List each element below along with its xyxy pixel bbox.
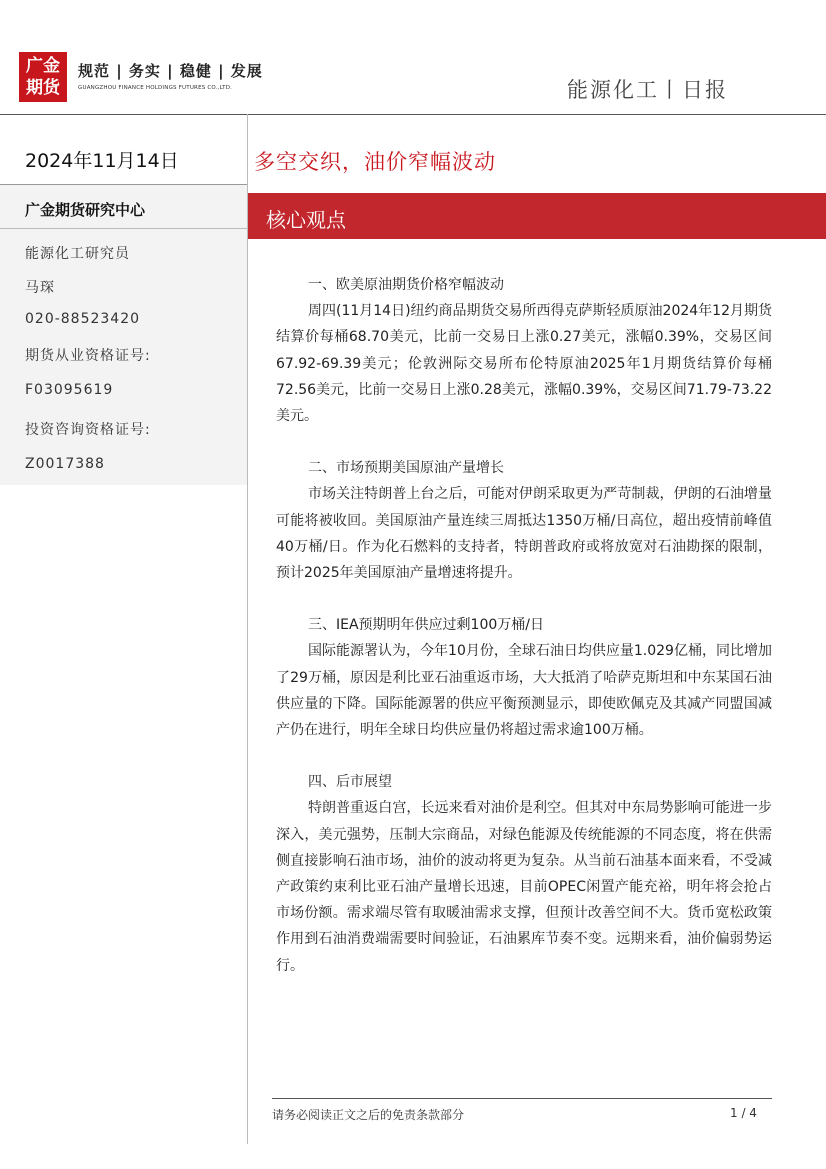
section-paragraph: 周四(11月14日)纽约商品期货交易所西得克萨斯轻质原油2024年12月期货结算价每桶68.70美元，比前一交易日上涨0.27美元，涨幅0.39%，交易区间67.92-69.39美元；伦敦洲际交易所布伦特原油2025年1月期货结算价每桶72.56美元，比前一交易日上涨0.28美元，涨幅0.39%，交易区间71.79-73.22美元。 (276, 303, 772, 425)
footer-divider (272, 1098, 772, 1099)
company-slogan: 规范 | 务实 | 稳健 | 发展 (78, 62, 263, 80)
header-divider (0, 114, 826, 115)
report-title: 多空交织，油价窄幅波动 (254, 150, 496, 174)
section-heading: 二、市场预期美国原油产量增长 (308, 460, 504, 477)
section-paragraph: 市场关注特朗普上台之后，可能对伊朗采取更为严苛制裁，伊朗的石油增量可能将被收回。美国原油产量连续三周抵达1350万桶/日高位，超出疫情前峰值40万桶/日。作为化石燃料的支持者，特朗普政府或将放宽对石油勘探的限制，预计2025年美国原油产量增速将提升。 (276, 486, 772, 582)
research-center: 广金期货研究中心 (25, 201, 146, 219)
core-view-label: 核心观点 (266, 208, 346, 232)
logo-text-line1: 广金 (26, 56, 60, 76)
column-divider (247, 114, 248, 1144)
analyst-name: 马琛 (25, 280, 55, 296)
report-date: 2024年11月14日 (25, 150, 179, 172)
logo-text-line2: 期货 (26, 78, 60, 98)
analyst-phone: 020-88523420 (25, 311, 141, 327)
page-number: 1 / 4 (730, 1106, 757, 1120)
company-english-name: GUANGZHOU FINANCE HOLDINGS FUTURES CO.,LTD. (78, 85, 233, 91)
company-logo (19, 52, 67, 102)
qualification-label: 期货从业资格证号: (25, 348, 151, 364)
disclaimer-note: 请务必阅读正文之后的免责条款部分 (272, 1108, 465, 1122)
report-body (276, 272, 772, 979)
section-heading: 一、欧美原油期货价格窄幅波动 (308, 277, 504, 293)
sidebar-divider (0, 228, 247, 229)
investment-qualification-label: 投资咨询资格证号: (25, 422, 151, 438)
sidebar-panel (0, 185, 247, 485)
investment-qualification-number: Z0017388 (25, 456, 105, 472)
section-paragraph: 特朗普重返白宫，长远来看对油价是利空。但其对中东局势影响可能进一步深入，美元强势，压制大宗商品，对绿色能源及传统能源的不同态度，将在供需侧直接影响石油市场，油价的波动将更为复杂。从当前石油基本面来看，不受减产政策约束利比亚石油产量增长迅速，目前OPEC闲置产能充裕，明年将会抢占市场份额。需求端尽管有取暖油需求支撑，但预计改善空间不大。货币宽松政策作用到石油消费端需要时间验证，石油累库节奏不变。远期来看，油价偏弱势运行。 (276, 800, 772, 974)
report-type: 能源化工丨日报 (567, 78, 728, 102)
section-heading: 四、后市展望 (308, 774, 392, 791)
section-paragraph: 国际能源署认为，今年10月份，全球石油日均供应量1.029亿桶，同比增加了29万桶，原因是利比亚石油重返市场，大大抵消了哈萨克斯坦和中东某国石油供应量的下降。国际能源署的供应平衡预测显示，即使欧佩克及其减产同盟国减产仍在进行，明年全球日均供应量仍将超过需求逾100万桶。 (276, 643, 772, 739)
analyst-title: 能源化工研究员 (25, 246, 130, 262)
qualification-number: F03095619 (25, 382, 114, 398)
section-heading: 三、IEA预期明年供应过剩100万桶/日 (308, 617, 544, 634)
